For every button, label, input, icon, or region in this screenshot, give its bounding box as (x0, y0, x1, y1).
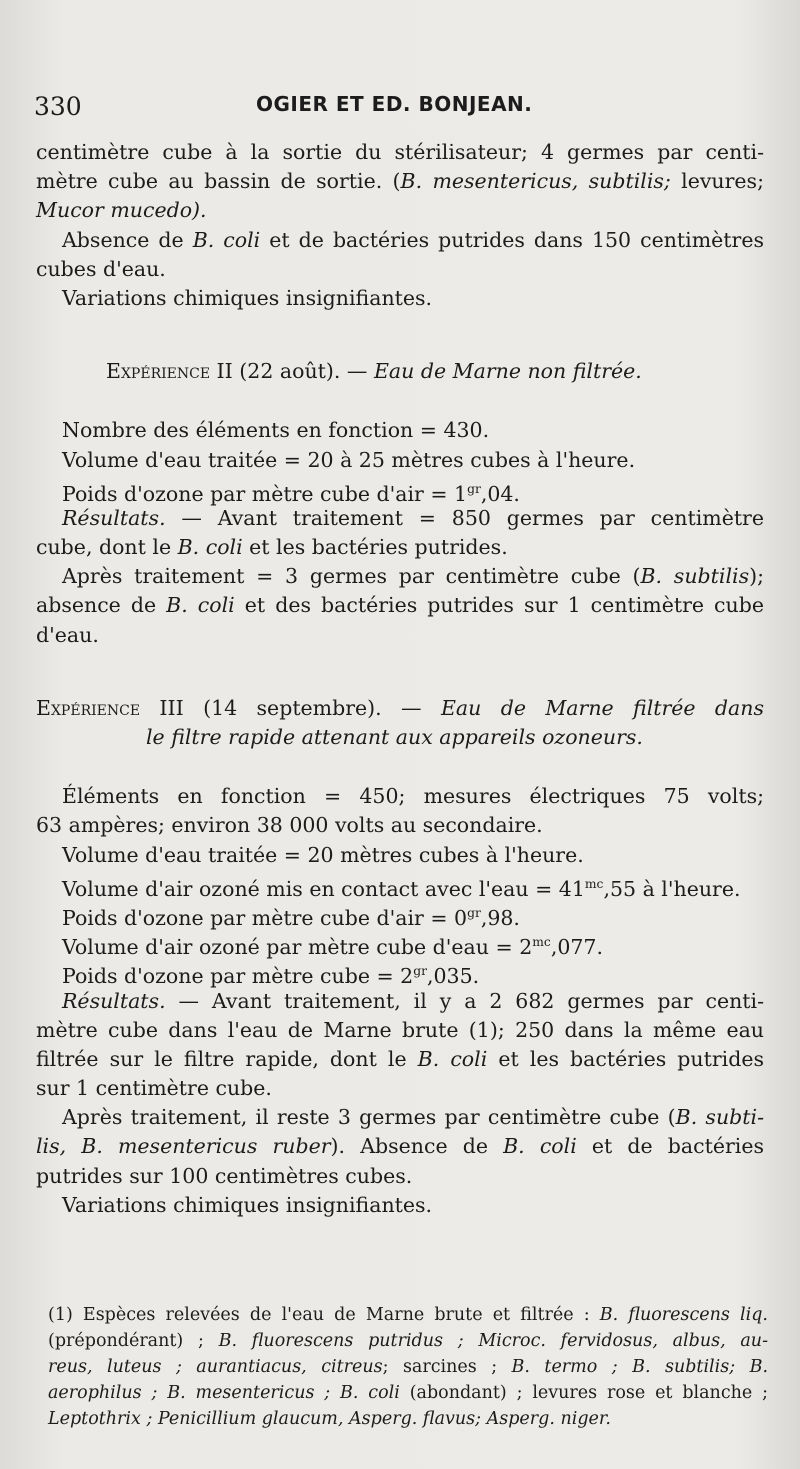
running-head (34, 92, 754, 132)
text-line: Absence de B. coli et de bactéries putrides dans 150 centimètres (62, 227, 764, 252)
footnote-line: (1) Espèces relevées de l'eau de Marne brute et filtrée : B. fluorescens liq. (48, 1305, 768, 1325)
page-number: 330 (34, 92, 82, 121)
text-line: Variations chimiques insignifiantes. (62, 1192, 433, 1217)
experiment-3-heading: Expérience III (14 septembre). — Eau de Marne filtrée dans (36, 695, 764, 720)
footnote-line: Leptothrix ; Penicillium glaucum, Asperg. flavus; Asperg. niger. (48, 1409, 611, 1429)
text-line: Après traitement = 3 germes par centimètre cube (B. subtilis); (62, 564, 764, 589)
text-line: putrides sur 100 centimètres cubes. (36, 1163, 413, 1188)
text-line: absence de B. coli et des bactéries putrides sur 1 centimètre cube (36, 593, 764, 618)
footnote-line: (prépondérant) ; B. fluorescens putridus ; Microc. fervidosus, albus, au- (48, 1331, 768, 1351)
text-line: filtrée sur le filtre rapide, dont le B. coli et les bactéries putrides (36, 1046, 764, 1071)
text-line: Volume d'air ozoné mis en contact avec $l'eau = 41^{mc},55$ à l'heure. (62, 876, 741, 901)
running-title: OGIER ET ED. BONJEAN. (256, 92, 533, 116)
experiment-2-heading: Expérience II (22 août). — Eau de Marne non filtrée. (106, 359, 642, 384)
body-text (36, 138, 764, 1220)
footnote (48, 1302, 768, 1435)
text-line: Volume d'eau traitée = 20 à 25 mètres cubes à l'heure. (62, 447, 636, 472)
text-line: d'eau. (36, 622, 99, 647)
text-line: sur 1 centimètre cube. (36, 1076, 272, 1101)
text-line: mètre cube dans l'eau de Marne brute (1); 250 dans la même eau (36, 1017, 764, 1042)
text-line: mètre cube au bassin de sortie. (B. mesentericus, subtilis; levures; (36, 169, 764, 194)
text-line: Poids d'ozone par mètre cube $d'air = 0^{gr},98$. (62, 905, 520, 930)
text-line: lis, B. mesentericus ruber). Absence de B. coli et de bactéries (36, 1134, 764, 1159)
text-line: centimètre cube à la sortie du stérilisateur; 4 germes par centi- (36, 140, 764, 164)
text-line: Poids d'ozone par mètre cube = $2^{gr},035$. (62, 964, 480, 989)
text-line: Nombre des éléments en fonction = 430. (62, 418, 490, 443)
text-line: Mucor mucedo). (36, 198, 207, 223)
experiment-3-heading-cont: le filtre rapide attenant aux appareils ozoneurs. (146, 725, 643, 749)
text-line: Résultats. — Avant traitement = 850 germes par centimètre (62, 505, 764, 530)
text-line: Résultats. — Avant traitement, il y a 2 682 germes par centi- (62, 988, 764, 1013)
footnote-line: aerophilus ; B. mesentericus ; B. coli (abondant) ; levures rose et blanche ; (48, 1383, 768, 1403)
text-line: Après traitement, il reste 3 germes par centimètre cube (B. subti- (62, 1105, 764, 1130)
text-line: cubes d'eau. (36, 256, 166, 281)
text-line: 63 ampères; environ 38 000 volts au secondaire. (36, 813, 543, 838)
text-line: Éléments en fonction = 450; mesures électriques 75 volts; (62, 784, 764, 809)
text-line: Volume d'eau traitée = 20 mètres cubes à l'heure. (62, 842, 584, 867)
text-line: cube, dont le B. coli et les bactéries putrides. (36, 535, 508, 560)
text-line: Variations chimiques insignifiantes. (62, 285, 433, 310)
footnote-line: reus, luteus ; aurantiacus, citreus; sarcines ; B. termo ; B. subtilis; B. (48, 1357, 768, 1377)
text-line: Volume d'air ozoné par mètre cube $d'eau = 2^{mc},077$. (62, 934, 603, 959)
text-line: Poids d'ozone par mètre cube $d'air = 1^{gr},04$. (62, 481, 520, 506)
